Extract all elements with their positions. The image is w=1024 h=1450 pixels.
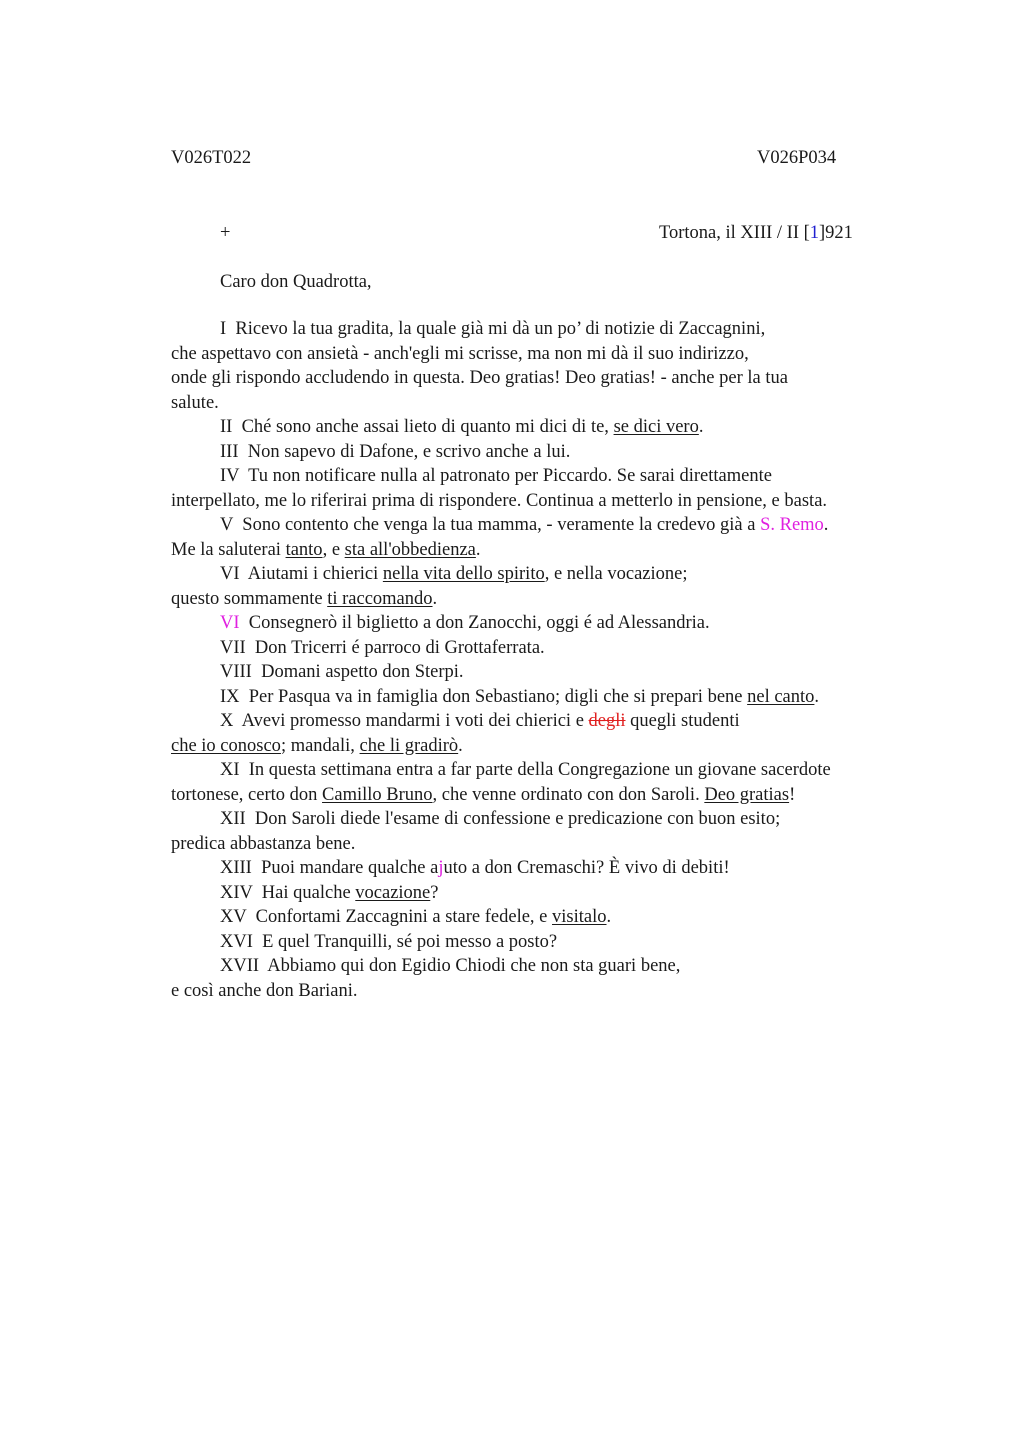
- text-segment: salute.: [171, 392, 219, 413]
- body-line: [171, 954, 931, 979]
- text-segment: ?: [430, 882, 439, 903]
- body-line: [171, 881, 931, 906]
- text-segment: I Ricevo la tua gradita, la quale già mi dà un po’ di notizie di Zaccagnini,: [220, 319, 766, 339]
- text-segment: onde gli rispondo accludendo in questa. Deo gratias! Deo gratias! - anche per la tua: [171, 368, 788, 388]
- underlined-text: sta all'obbedienza: [344, 539, 476, 560]
- body-line: [171, 685, 931, 710]
- body-line: [171, 856, 931, 881]
- underlined-text: visitalo: [552, 907, 607, 927]
- body-line: [171, 587, 931, 612]
- letter-body: [171, 317, 931, 1003]
- underlined-text: ti raccomando: [327, 588, 433, 609]
- text-segment: , che venne ordinato con don Saroli.: [432, 784, 705, 805]
- underlined-text: che io conosco: [171, 735, 281, 756]
- text-segment: , e nella vocazione;: [544, 564, 688, 584]
- text-segment: ; mandali,: [280, 735, 360, 756]
- text-segment: Consegnerò il biglietto a don Zanocchi, oggi é ad Alessandria.: [239, 613, 710, 633]
- dateline-suffix: ]921: [819, 223, 853, 243]
- text-segment: predica abbastanza bene.: [171, 833, 356, 854]
- body-line: [171, 317, 931, 342]
- text-segment: X Avevi promesso mandarmi i voti dei chierici e: [220, 711, 589, 731]
- text-segment: e così anche don Bariani.: [171, 980, 358, 1001]
- body-line: [171, 464, 931, 489]
- body-line: [171, 391, 931, 416]
- document-code-left: V026T022: [171, 148, 252, 168]
- body-line: [171, 366, 931, 391]
- text-segment: II Ché sono anche assai lieto di quanto mi dici di te,: [220, 417, 614, 437]
- text-segment: .: [606, 907, 612, 927]
- body-line: [171, 611, 931, 636]
- text-segment: XII Don Saroli diede l'esame di confessione e predicazione con buon esito;: [220, 809, 781, 829]
- underlined-text: vocazione: [355, 882, 431, 903]
- editorial-highlight: j: [438, 858, 444, 878]
- body-line: [171, 342, 931, 367]
- body-line: [171, 979, 931, 1004]
- text-segment: .: [475, 539, 481, 560]
- text-segment: VII Don Tricerri é parroco di Grottaferrata.: [220, 637, 545, 658]
- document-code-right: V026P034: [757, 148, 837, 168]
- body-line: [171, 905, 931, 930]
- body-line: [171, 758, 931, 783]
- underlined-text: tanto: [285, 539, 323, 560]
- text-segment: VIII Domani aspetto don Sterpi.: [220, 662, 464, 682]
- text-segment: quegli studenti: [625, 711, 740, 731]
- body-line: [171, 709, 931, 734]
- dateline-inserted-digit: 1: [809, 223, 820, 243]
- text-segment: III Non sapevo di Dafone, e scrivo anche a lui.: [220, 441, 571, 462]
- text-segment: uto a don Cremaschi? È vivo di debiti!: [443, 858, 730, 878]
- text-segment: VI Aiutami i chierici: [220, 564, 383, 584]
- text-segment: XVI E quel Tranquilli, sé poi messo a posto?: [220, 931, 558, 952]
- dateline: [659, 221, 853, 245]
- body-line: [171, 783, 931, 808]
- text-segment: .: [823, 515, 829, 535]
- editorial-highlight: S. Remo: [760, 515, 824, 535]
- underlined-text: Camillo Bruno: [322, 784, 433, 805]
- body-line: [171, 538, 931, 563]
- body-line: [171, 636, 931, 661]
- underlined-text: Deo gratias: [704, 784, 790, 805]
- text-segment: XI In questa settimana entra a far parte della Congregazione un giovane sacerdote: [220, 760, 831, 780]
- text-segment: IV Tu non notificare nulla al patronato per Piccardo. Se sarai direttamente: [220, 466, 772, 486]
- text-segment: che aspettavo con ansietà - anch'egli mi scrisse, ma non mi dà il suo indirizzo,: [171, 343, 749, 364]
- text-segment: XVII Abbiamo qui don Egidio Chiodi che non sta guari bene,: [220, 956, 681, 976]
- text-segment: IX Per Pasqua va in famiglia don Sebastiano; digli che si prepari bene: [220, 686, 748, 707]
- body-line: [171, 660, 931, 685]
- text-segment: XIII Puoi mandare qualche a: [220, 858, 439, 878]
- text-segment: tortonese, certo don: [171, 784, 323, 805]
- body-line: [171, 930, 931, 955]
- body-line: [171, 440, 931, 465]
- body-line: [171, 807, 931, 832]
- body-line: [171, 415, 931, 440]
- text-segment: .: [432, 588, 438, 609]
- underlined-text: se dici vero: [613, 417, 699, 437]
- text-segment: questo sommamente: [171, 588, 328, 609]
- text-segment: V Sono contento che venga la tua mamma, - veramente la credevo già a: [220, 515, 761, 535]
- text-segment: !: [789, 784, 796, 805]
- salutation: Caro don Quadrotta,: [220, 272, 372, 292]
- text-segment: , e: [322, 539, 345, 560]
- text-segment: .: [814, 686, 820, 707]
- body-line: [171, 832, 931, 857]
- dateline-prefix: Tortona, il XIII / II [: [659, 223, 810, 243]
- text-segment: .: [458, 735, 463, 756]
- body-line: [171, 513, 931, 538]
- cross-mark: +: [220, 223, 231, 243]
- text-segment: XIV Hai qualche: [220, 882, 356, 903]
- deleted-text: degli: [588, 711, 626, 731]
- text-segment: XV Confortami Zaccagnini a stare fedele, e: [220, 907, 553, 927]
- underlined-text: nel canto: [747, 686, 815, 707]
- underlined-text: che li gradirò: [359, 735, 459, 756]
- text-segment: .: [698, 417, 704, 437]
- text-segment: Me la saluterai: [171, 539, 286, 560]
- text-segment: interpellato, me lo riferirai prima di rispondere. Continua a metterlo in pensione, e basta.: [171, 490, 828, 511]
- underlined-text: nella vita dello spirito: [382, 564, 545, 584]
- editorial-highlight: VI: [220, 613, 240, 633]
- body-line: [171, 562, 931, 587]
- body-line: [171, 734, 931, 759]
- body-line: [171, 489, 931, 514]
